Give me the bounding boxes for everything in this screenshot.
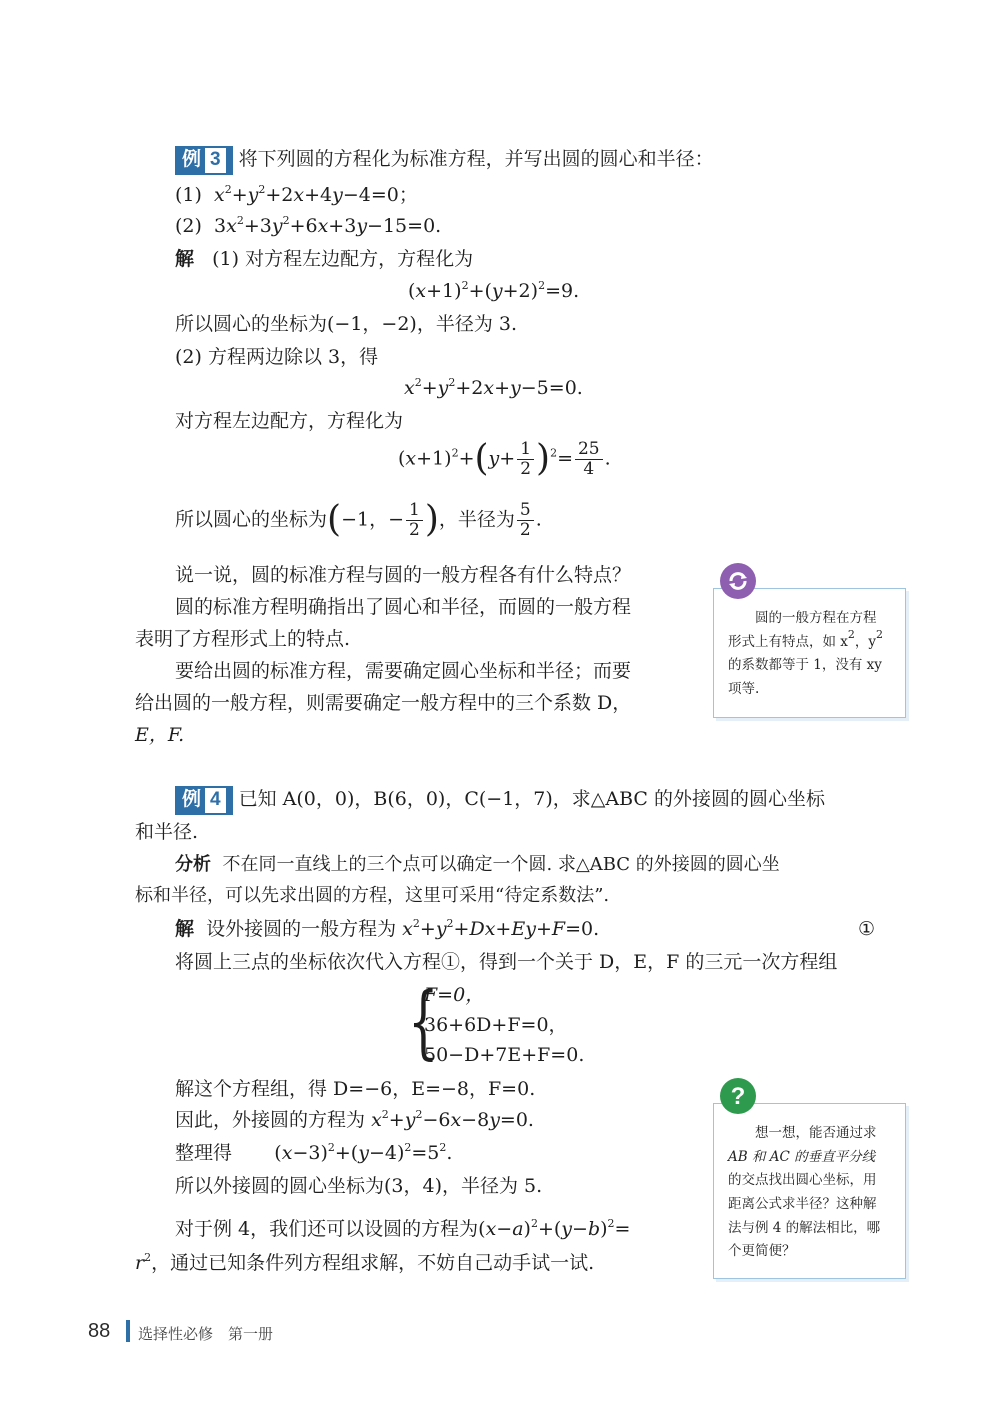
example4-analysis: 分析 不在同一直线上的三个点可以确定一个圆. 求△ABC 的外接圆的圆心坐 bbox=[175, 854, 780, 875]
system-eq-3: 50−D+7E+F=0. bbox=[424, 1044, 585, 1066]
equation-number-1: ① bbox=[858, 918, 876, 940]
example3-solution-2: (2) 方程两边除以 3，得 bbox=[175, 346, 379, 368]
discussion-p3c: E，F. bbox=[135, 724, 185, 746]
system-brace: { bbox=[408, 975, 439, 1068]
example4-result-4: 所以外接圆的圆心坐标为(3，4)，半径为 5. bbox=[175, 1175, 543, 1197]
sidebar2-line6: 个更简便？ bbox=[728, 1243, 796, 1260]
example3-solution-1: 解 (1) 对方程左边配方，方程化为 bbox=[175, 248, 474, 270]
refresh-icon bbox=[720, 563, 756, 599]
sidebar1-line4: 项等. bbox=[728, 680, 760, 697]
sidebar1-line1: 圆的一般方程在方程 bbox=[755, 610, 877, 626]
sidebar2-line4: 距离公式求半径？这种解 bbox=[728, 1195, 877, 1212]
example4-substitute: 将圆上三点的坐标依次代入方程①，得到一个关于 D，E，F 的三元一次方程组 bbox=[175, 951, 838, 973]
example4-solution: 解 设外接圆的一般方程为 $x^2+y^2+Dx+Ey+F=0$. bbox=[175, 917, 600, 940]
svg-text:?: ? bbox=[730, 1083, 746, 1110]
sidebar1-line2: 形式上有特点，如 $x^2$，$y^2$ bbox=[728, 627, 884, 650]
example3-center-1: 所以圆心的坐标为(−1，−2)，半径为 3. bbox=[175, 313, 518, 335]
example4-label: 例 4 bbox=[175, 786, 233, 815]
example3-center-2: 所以圆心的坐标为(−1，− $\frac{1}{2}$ )，半径为 $\frac{5}{2}$ . bbox=[175, 499, 542, 540]
discussion-p1: 说一说，圆的标准方程与圆的一般方程各有什么特点？ bbox=[175, 564, 632, 586]
sidebar-note-1 bbox=[713, 588, 906, 718]
book-title: 选择性必修 第一册 bbox=[138, 1325, 274, 1343]
example4-note-a: 对于例 4，我们还可以设圆的方程为$(x-a)^2+(y-b)^2=$ bbox=[175, 1217, 631, 1240]
discussion-p2a: 圆的标准方程明确指出了圆心和半径，而圆的一般方程 bbox=[175, 596, 632, 618]
question-icon bbox=[720, 1078, 756, 1114]
system-eq-1: F=0， bbox=[424, 984, 485, 1006]
discussion-p2b: 表明了方程形式上的特点. bbox=[135, 628, 351, 650]
example4-heading: 例 4 已知 A(0，0)，B(6，0)，C(−1，7)，求△ABC 的外接圆的圆心坐标 bbox=[175, 786, 825, 815]
example3-label: 例 3 bbox=[175, 146, 233, 175]
example4-result-3: 整理得 $(x-3)^2+(y-4)^2=5^2$. bbox=[175, 1141, 453, 1164]
sidebar1-line3: 的系数都等于 1，没有 xy bbox=[728, 657, 882, 674]
equation-divided: $x^2+y^2+2x+y-5=0$. bbox=[404, 376, 583, 399]
example3-part1: (1) $x^2+y^2+2x+4y-4=0$； bbox=[175, 183, 418, 206]
discussion-p3a: 要给出圆的标准方程，需要确定圆心坐标和半径；而要 bbox=[175, 660, 632, 682]
example3-complete-square: 对方程左边配方，方程化为 bbox=[175, 410, 404, 432]
footer-divider bbox=[126, 1320, 130, 1342]
example4-result-1: 解这个方程组，得 D=−6，E=−8，F=0. bbox=[175, 1078, 536, 1100]
equation-standard-2: $(x+1)^2+(y+$ $\frac{1}{2}$ )$^2$= $\frac{25}{4}$ . bbox=[398, 438, 611, 479]
example3-heading: 例 3 将下列圆的方程化为标准方程，并写出圆的圆心和半径： bbox=[175, 146, 714, 175]
example3-part2: (2) $3x^2+3y^2+6x+3y-15=0$. bbox=[175, 214, 442, 237]
sidebar-note-2 bbox=[713, 1103, 906, 1279]
page-number: 88 bbox=[88, 1320, 111, 1342]
sidebar2-line2: AB 和 AC 的垂直平分线 bbox=[728, 1148, 876, 1165]
sidebar2-line3: 的交点找出圆心坐标，用 bbox=[728, 1172, 877, 1189]
example4-result-2: 因此，外接圆的方程为 $x^2+y^2-6x-8y=0$. bbox=[175, 1108, 534, 1131]
equation-standard-1: $(x+1)^2+(y+2)^2=9$. bbox=[408, 279, 580, 302]
example4-note-b: $r^2$，通过已知条件列方程组求解，不妨自己动手试一试. bbox=[135, 1251, 595, 1274]
sidebar2-line5: 法与例 4 的解法相比，哪 bbox=[728, 1219, 881, 1236]
system-eq-2: 36+6D+F=0， bbox=[424, 1014, 568, 1036]
discussion-p3b: 给出圆的一般方程，则需要确定一般方程中的三个系数 D， bbox=[135, 692, 632, 714]
example4-analysis-b: 标和半径，可以先求出圆的方程，这里可采用“待定系数法”. bbox=[135, 885, 610, 906]
example4-prompt-b: 和半径. bbox=[135, 821, 199, 843]
sidebar2-line1: 想一想，能否通过求 bbox=[755, 1125, 877, 1141]
